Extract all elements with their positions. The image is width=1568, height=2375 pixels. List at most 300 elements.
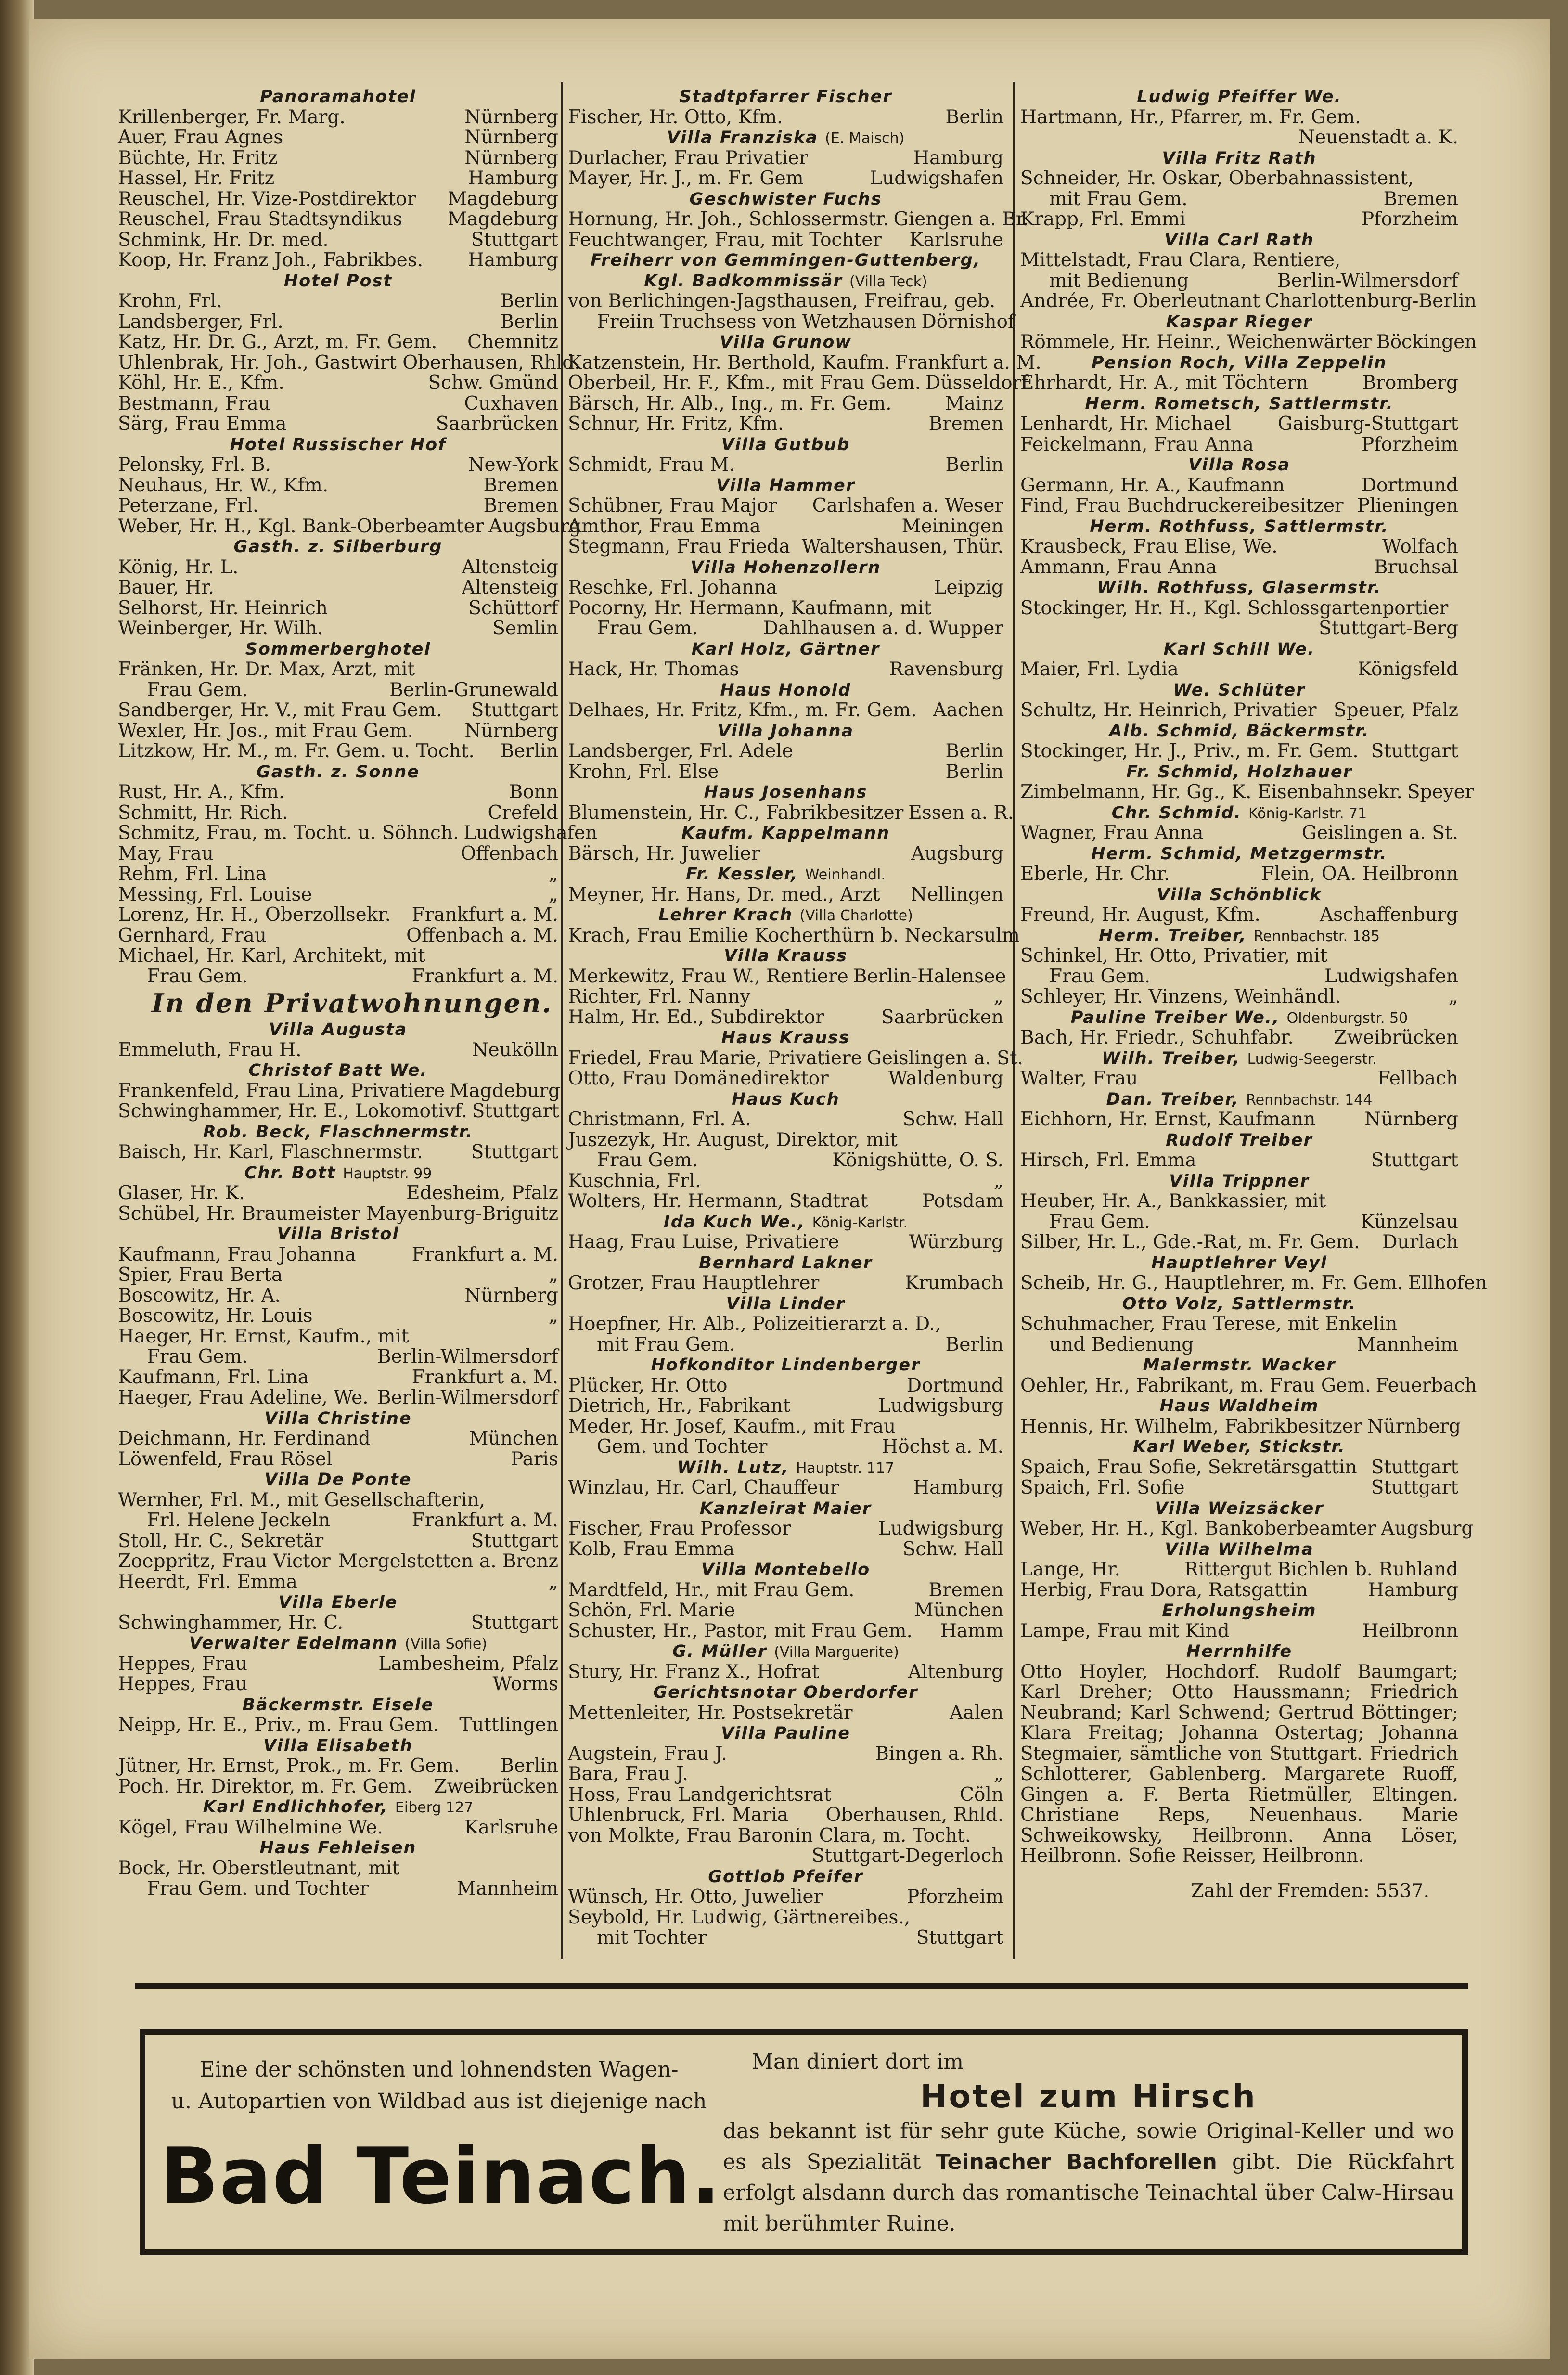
guest-name: Römmele, Hr. Heinr., Weichenwärter: [1020, 331, 1372, 353]
section-heading-text: Pauline Treiber We.,: [1070, 1007, 1280, 1027]
guest-hometown: Charlottenburg-Berlin: [1265, 290, 1477, 312]
guest-list-column-3: [1020, 87, 1487, 1902]
guest-entry: [1020, 557, 1458, 578]
guest-name: Frau Gem.: [147, 965, 248, 987]
guest-name: Schinkel, Hr. Otto, Privatier, mit: [1020, 945, 1328, 967]
guest-entry: [1020, 435, 1458, 455]
section-heading: [1020, 1171, 1458, 1192]
section-heading-text: Bäckermstr. Eisele: [242, 1695, 434, 1715]
guest-hometown: Magdeburg: [448, 188, 558, 210]
section-heading-address: Rennbachstr. 144: [1246, 1091, 1373, 1109]
guest-entry: [118, 1490, 558, 1511]
guest-name: Schuhmacher, Frau Terese, mit Enkelin: [1020, 1313, 1398, 1335]
guest-hometown: [1453, 598, 1458, 619]
section-heading-text: Villa Hammer: [716, 476, 856, 495]
guest-hometown: New-York: [468, 454, 558, 476]
section-heading-text: Haus Krauss: [721, 1028, 850, 1047]
guest-name: Halm, Hr. Ed., Subdirektor: [568, 1006, 824, 1028]
guest-hometown: Meiningen: [901, 515, 1003, 537]
guest-entry: [1020, 1580, 1458, 1601]
section-heading-text: Villa Christine: [264, 1408, 412, 1428]
guest-name: Wolters, Hr. Hermann, Stadtrat: [568, 1190, 868, 1212]
section-heading: [568, 332, 1003, 353]
guest-name: Landsberger, Frl. Adele: [568, 740, 793, 762]
guest-hometown: Ravensburg: [889, 658, 1003, 680]
guest-name: Spaich, Frl. Sofie: [1020, 1477, 1185, 1498]
ad-specialty: Teinacher Bachforellen: [936, 2150, 1217, 2174]
guest-entry: [568, 1539, 1003, 1560]
guest-name: Schwinghammer, Hr. E., Lokomotivf.: [118, 1100, 467, 1122]
section-heading-text: Hotel Post: [283, 271, 393, 291]
guest-entry: [1020, 864, 1458, 885]
guest-hometown: [1453, 946, 1458, 967]
section-heading-text: Verwalter Edelmann: [189, 1634, 398, 1653]
guest-name: Bestmann, Frau: [118, 392, 270, 414]
section-heading: [568, 721, 1003, 742]
section-heading: [118, 1163, 558, 1184]
guest-name: Ammann, Frau Anna: [1020, 556, 1217, 578]
section-heading-text: Fr. Schmid, Holzhauer: [1126, 762, 1352, 782]
guest-entry: [1020, 1518, 1474, 1539]
guest-name: Herbig, Frau Dora, Ratsgattin: [1020, 1579, 1308, 1601]
guest-hometown: [1453, 107, 1458, 128]
guest-name: Mettenleiter, Hr. Postsekretär: [568, 1702, 853, 1724]
guest-name: Schwinghammer, Hr. C.: [118, 1612, 344, 1634]
guest-name: Schübner, Frau Major: [568, 495, 777, 516]
guest-name: Mittelstadt, Frau Clara, Rentiere,: [1020, 249, 1341, 271]
guest-entry: [118, 1715, 558, 1736]
guest-hometown: Stuttgart: [916, 1927, 1003, 1949]
section-heading-address: (Villa Sofie): [405, 1636, 488, 1652]
guest-entry: [118, 107, 558, 128]
guest-name: Schmitz, Frau, m. Tocht. u. Söhnch.: [118, 822, 459, 844]
guest-entry: [118, 905, 558, 926]
guest-name: Oberbeil, Hr. F., Kfm., mit Frau Gem.: [568, 372, 921, 394]
guest-name: Bärsch, Hr. Alb., Ing., m. Fr. Gem.: [568, 392, 892, 414]
guest-name: Litzkow, Hr. M., m. Fr. Gem. u. Tocht.: [118, 740, 475, 762]
guest-hometown: Frankfurt a. M.: [411, 965, 558, 987]
guest-entry: [1020, 1415, 1461, 1437]
guest-hometown: Nürnberg: [464, 106, 558, 128]
guest-name: Haag, Frau Luise, Privatiere: [568, 1231, 839, 1253]
guest-name: Boscowitz, Hr. Louis: [118, 1305, 313, 1327]
guest-name: Schultz, Hr. Heinrich, Privatier: [1020, 699, 1317, 721]
guest-name: Krach, Frau Emilie Kocherthürn b. Neckarsulm: [568, 924, 1020, 946]
section-heading: [1020, 680, 1458, 701]
guest-entry: [118, 926, 558, 946]
guest-entry: [1020, 967, 1458, 987]
section-heading: [1020, 1253, 1458, 1274]
guest-hometown: „: [548, 1305, 558, 1327]
section-heading-text: Villa Bristol: [277, 1225, 399, 1244]
guest-entry: [568, 885, 1003, 905]
guest-name: Maier, Frl. Lydia: [1020, 658, 1179, 680]
guest-entry: [118, 741, 558, 762]
guest-name: Stockinger, Hr. H., Kgl. Schlossgartenportier: [1020, 597, 1449, 619]
guest-entry: [1020, 537, 1458, 557]
guest-entry: [118, 128, 558, 148]
guest-entry: [118, 659, 558, 680]
guest-hometown: Berlin-Halensee: [853, 965, 1006, 987]
guest-hometown: Berlin: [500, 310, 558, 333]
guest-hometown: Essen a. R.: [908, 801, 1014, 824]
guest-entry: [118, 291, 558, 312]
guest-name: Rust, Hr. A., Kfm.: [118, 781, 285, 803]
guest-name: Neipp, Hr. E., Priv., m. Frau Gem.: [118, 1714, 439, 1736]
section-heading-text: Herm. Rometsch, Sattlermstr.: [1085, 394, 1394, 413]
guest-name: Schneider, Hr. Oskar, Oberbahnassistent,: [1020, 168, 1414, 189]
guest-name: von Berlichingen-Jagsthausen, Freifrau, geb.: [568, 290, 996, 312]
section-heading-text: Christof Batt We.: [248, 1061, 428, 1080]
guest-entry: [568, 1928, 1003, 1949]
guest-hometown: Frankfurt a. M.: [895, 351, 1041, 374]
guest-hometown: Berlin: [945, 1333, 1003, 1355]
guest-entry: [568, 496, 1003, 516]
guest-entry: [1020, 619, 1458, 639]
guest-hometown: Hamm: [940, 1620, 1003, 1642]
section-heading: [568, 946, 1003, 967]
guest-entry: [568, 1110, 1003, 1130]
guest-hometown: Flein, OA. Heilbronn: [1261, 863, 1458, 885]
guest-name: Spaich, Frau Sofie, Sekretärsgattin: [1020, 1456, 1357, 1478]
guest-name: Fischer, Hr. Otto, Kfm.: [568, 106, 783, 128]
guest-name: Weber, Hr. H., Kgl. Bankoberbeamter: [1020, 1518, 1376, 1539]
guest-entry: [568, 1171, 1003, 1192]
section-heading-text: Ludwig Pfeiffer We.: [1137, 87, 1342, 106]
guest-hometown: Paris: [511, 1448, 558, 1470]
guest-entry: [118, 1306, 558, 1327]
guest-name: Schmink, Hr. Dr. med.: [118, 229, 329, 251]
guest-hometown: Frankfurt a. M.: [411, 1366, 558, 1388]
section-heading-address: Rennbachstr. 185: [1253, 928, 1380, 945]
guest-entry: [1020, 209, 1458, 230]
guest-hometown: Bonn: [509, 781, 558, 803]
guest-hometown: Dahlhausen a. d. Wupper: [763, 618, 1003, 639]
guest-entry: [118, 1572, 558, 1593]
guest-hometown: Stuttgart: [471, 699, 558, 721]
guest-name: Find, Frau Buchdruckereibesitzer: [1020, 495, 1344, 516]
guest-hometown: Mayenburg-Briguitz: [366, 1202, 558, 1225]
section-heading-text: Kgl. Badkommissär: [644, 271, 843, 291]
guest-hometown: Stuttgart: [1371, 1477, 1458, 1498]
guest-name: Kaufmann, Frau Johanna: [118, 1243, 356, 1265]
guest-hometown: Mergelstetten a. Brenz: [338, 1550, 558, 1572]
section-heading-address: König-Karlstr. 71: [1248, 805, 1367, 822]
guest-name: Krapp, Frl. Emmi: [1020, 208, 1186, 230]
guest-name: und Bedienung: [1049, 1333, 1194, 1355]
guest-entry: [1020, 189, 1458, 210]
section-heading: [1020, 148, 1458, 169]
section-heading: [1020, 1089, 1458, 1110]
section-heading-text: Dan. Treiber,: [1106, 1089, 1239, 1109]
guest-name: Wernher, Frl. M., mit Gesellschafterin,: [118, 1489, 486, 1511]
section-heading: [568, 476, 1003, 496]
guest-entry: [118, 1080, 561, 1102]
guest-hometown: Berlin-Grunewald: [389, 679, 558, 701]
guest-hometown: Schüttorf: [468, 597, 558, 619]
guest-name: Frau Gem.: [597, 618, 698, 639]
section-heading: [118, 639, 558, 660]
guest-name: Schön, Frl. Marie: [568, 1600, 735, 1621]
section-heading: [118, 1592, 558, 1613]
guest-name: Peterzane, Frl.: [118, 495, 259, 516]
section-heading-text: Haus Kuch: [732, 1089, 840, 1109]
guest-entry: [568, 598, 1003, 619]
guest-entry: [118, 680, 558, 701]
guest-hometown: Berlin: [945, 740, 1003, 762]
guest-name: Stury, Hr. Franz X., Hofrat: [568, 1661, 820, 1683]
guest-hometown: Augsburg: [488, 515, 581, 537]
guest-hometown: „: [1448, 986, 1458, 1007]
guest-hometown: Wolfach: [1382, 536, 1458, 557]
guest-entry: [118, 1368, 558, 1388]
guest-entry: [118, 1265, 558, 1286]
guest-name: Koop, Hr. Franz Joh., Fabrikbes.: [118, 249, 424, 271]
guest-name: Richter, Frl. Nanny: [568, 986, 751, 1007]
guest-entry: [118, 864, 558, 885]
guest-name: Haeger, Frau Adeline, We.: [118, 1387, 369, 1408]
guest-entry: [1020, 1560, 1458, 1580]
guest-hometown: Nürnberg: [1364, 1109, 1458, 1130]
guest-hometown: Nürnberg: [1367, 1415, 1461, 1437]
guest-hometown: [553, 659, 558, 680]
guest-name: Haeger, Hr. Ernst, Kaufm., mit: [118, 1325, 409, 1347]
guest-entry: [568, 1191, 1003, 1212]
guest-entry: [118, 1859, 558, 1879]
guest-entry: [568, 372, 1028, 394]
guest-entry: [118, 394, 558, 414]
guest-hometown: Böckingen: [1376, 331, 1477, 353]
guest-entry: [118, 414, 558, 435]
section-heading: [118, 1797, 558, 1818]
section-heading-address: (Villa Charlotte): [799, 907, 913, 924]
guest-name: Gem. und Tochter: [597, 1436, 768, 1458]
guest-name: Hassel, Hr. Fritz: [118, 168, 275, 189]
section-heading-text: Ida Kuch We.,: [663, 1212, 806, 1232]
guest-name: Hartmann, Hr., Pfarrer, m. Fr. Gem.: [1020, 106, 1361, 128]
section-heading: [1020, 394, 1458, 414]
guest-hometown: Fellbach: [1377, 1068, 1458, 1089]
section-heading: [1020, 762, 1458, 783]
guest-entry: [568, 1007, 1003, 1028]
guest-entry: [1020, 946, 1458, 967]
guest-entry: [118, 515, 581, 537]
guest-name: Hennis, Hr. Wilhelm, Fabrikbesitzer: [1020, 1415, 1362, 1437]
ad-left-line: Eine der schönsten und lohnendsten Wagen-: [199, 2057, 679, 2082]
section-heading-text: Villa Hohenzollern: [690, 557, 881, 577]
guest-name: Dietrich, Hr., Fabrikant: [568, 1395, 791, 1417]
guest-hometown: [999, 291, 1003, 312]
guest-hometown: Stuttgart: [1371, 1456, 1458, 1478]
section-heading: [1020, 803, 1458, 824]
guest-hometown: Hamburg: [913, 1477, 1003, 1498]
section-heading-text: Pension Roch, Villa Zeppelin: [1092, 353, 1387, 373]
guest-hometown: Offenbach: [460, 842, 558, 865]
guest-entry: [118, 1674, 558, 1695]
section-heading-text: Wilh. Lutz,: [677, 1458, 789, 1477]
section-heading-text: Wilh. Rothfuss, Glasermstr.: [1097, 578, 1382, 597]
guest-hometown: Lambesheim, Pfalz: [378, 1652, 558, 1675]
guest-name: Schleyer, Hr. Vinzens, Weinhändl.: [1020, 986, 1341, 1007]
guest-name: Heerdt, Frl. Emma: [118, 1571, 297, 1593]
section-heading: [1020, 1294, 1458, 1315]
guest-hometown: Hamburg: [1368, 1579, 1458, 1601]
section-heading-text: Villa De Ponte: [264, 1470, 412, 1489]
guest-entry: [118, 700, 558, 721]
section-heading-text: Herrnhilfe: [1186, 1642, 1293, 1661]
guest-entry: [568, 1150, 1003, 1171]
guest-name: Schnur, Hr. Fritz, Kfm.: [568, 413, 784, 435]
guest-hometown: [1453, 168, 1458, 189]
guest-name: Wünsch, Hr. Otto, Juwelier: [568, 1886, 823, 1908]
guest-name: Weber, Hr. H., Kgl. Bank-Oberbeamter: [118, 515, 484, 537]
guest-hometown: Gaisburg-Stuttgart: [1277, 413, 1458, 435]
guest-name: Krohn, Frl. Else: [568, 761, 719, 783]
guest-hometown: [553, 1490, 558, 1511]
guest-entry: [1020, 1621, 1458, 1642]
guest-hometown: Neuenstadt a. K.: [1298, 127, 1458, 148]
guest-entry: [568, 1047, 1023, 1069]
section-heading: [118, 537, 558, 557]
guest-name: Schübel, Hr. Braumeister: [118, 1202, 360, 1225]
guest-entry: [568, 1744, 1003, 1765]
guest-entry: [568, 987, 1003, 1007]
guest-hometown: Berlin: [500, 740, 558, 762]
guest-name: Seybold, Hr. Ludwig, Gärtnereibes.,: [568, 1906, 911, 1928]
guest-hometown: Pforzheim: [1362, 208, 1458, 230]
guest-hometown: Heilbronn: [1362, 1620, 1458, 1642]
guest-hometown: Worms: [492, 1673, 558, 1695]
section-heading: [568, 680, 1003, 701]
ad-intro: Man diniert dort im: [751, 2050, 964, 2074]
guest-hometown: Ludwigsburg: [878, 1518, 1003, 1539]
guest-name: Durlacher, Frau Privatier: [568, 147, 808, 169]
guest-name: Stegmann, Frau Frieda: [568, 536, 790, 557]
guest-name: Lenhardt, Hr. Michael: [1020, 413, 1231, 435]
guest-entry: [1020, 1478, 1458, 1498]
section-heading-text: Otto Volz, Sattlermstr.: [1122, 1294, 1357, 1314]
section-heading-text: G. Müller: [672, 1642, 768, 1661]
ad-left-line: u. Autopartien von Wildbad aus ist diejenige nach: [171, 2089, 707, 2114]
guest-entry: [1020, 1314, 1458, 1335]
guest-hometown: Schw. Hall: [902, 1109, 1003, 1130]
section-heading: [568, 823, 1003, 844]
guest-hometown: Frankfurt a. M.: [411, 1510, 558, 1531]
guest-hometown: Schw. Hall: [902, 1538, 1003, 1560]
guest-entry: [1020, 1458, 1458, 1478]
section-heading-address: (Villa Teck): [849, 273, 927, 290]
section-heading: [568, 189, 1003, 210]
section-heading-text: Villa Montebello: [701, 1560, 871, 1579]
guest-hometown: Altensteig: [462, 577, 558, 598]
guest-entry: [568, 619, 1003, 639]
guest-hometown: Bingen a. Rh.: [875, 1743, 1003, 1765]
guest-name: Friedel, Frau Marie, Privatiere: [568, 1047, 862, 1069]
guest-entry: [118, 1183, 558, 1204]
guest-entry: [118, 822, 598, 844]
guest-name: Uhlenbrak, Hr. Joh., Gastwirt Oberhausen, Rhld.: [118, 351, 580, 374]
guest-name: Weinberger, Hr. Wilh.: [118, 618, 323, 639]
guest-hometown: [553, 1327, 558, 1347]
guest-entry: [568, 516, 1003, 537]
guest-entry: [118, 455, 558, 476]
guest-name: Lange, Hr.: [1020, 1559, 1120, 1580]
guest-name: Feickelmann, Frau Anna: [1020, 433, 1254, 455]
guest-name: Pocorny, Hr. Hermann, Kaufmann, mit: [568, 597, 932, 619]
guest-entry: [568, 700, 1003, 721]
guest-name: Bärsch, Hr. Juwelier: [568, 842, 760, 865]
guest-entry: [118, 619, 558, 639]
guest-name: Poch. Hr. Direktor, m. Fr. Gem.: [118, 1775, 413, 1797]
guest-hometown: „: [548, 863, 558, 885]
guest-hometown: „: [993, 1763, 1003, 1785]
guest-entry: [118, 967, 558, 987]
guest-hometown: Giengen a. Br.: [893, 208, 1029, 230]
section-heading: [1020, 844, 1458, 865]
guest-entry: [568, 107, 1003, 128]
guest-hometown: Karlsruhe: [909, 229, 1003, 251]
guest-name: Lorenz, Hr. H., Oberzollsekr.: [118, 904, 391, 926]
guest-entry: [568, 924, 1020, 946]
guest-hometown: Zweibrücken: [1334, 1027, 1458, 1048]
guest-name: Köhl, Hr. E., Kfm.: [118, 372, 284, 394]
guest-name: mit Frau Gem.: [1049, 188, 1188, 210]
section-heading-text: Villa Weizsäcker: [1155, 1498, 1324, 1518]
guest-hometown: Berlin: [500, 1755, 558, 1777]
guest-hometown: Frankfurt a. M.: [411, 904, 558, 926]
guest-hometown: Rittergut Bichlen b. Ruhland: [1184, 1559, 1458, 1580]
guest-hometown: Speyer: [1407, 781, 1474, 803]
guest-name: Uhlenbruck, Frl. Maria: [568, 1804, 789, 1826]
section-heading: [568, 905, 1003, 926]
section-heading-text: Villa Linder: [726, 1294, 846, 1314]
guest-hometown: Stuttgart-Degerloch: [811, 1845, 1003, 1867]
guest-entry: [118, 250, 558, 271]
guest-entry: [1020, 823, 1458, 844]
guest-hometown: Mainz: [945, 392, 1003, 414]
guest-entry: [1020, 1212, 1458, 1233]
guest-name: Rehm, Frl. Lina: [118, 863, 267, 885]
guest-name: Stoll, Hr. C., Sekretär: [118, 1530, 324, 1552]
guest-hometown: Plieningen: [1357, 495, 1458, 516]
guest-name: Kuschnia, Frl.: [568, 1170, 701, 1192]
section-heading-text: Alb. Schmid, Bäckermstr.: [1109, 721, 1370, 741]
guest-name: Frau Gem.: [1049, 965, 1151, 987]
guest-name: Kögel, Frau Wilhelmine We.: [118, 1816, 383, 1838]
guest-entry: [1020, 290, 1477, 312]
section-heading-text: Villa Wilhelma: [1165, 1539, 1314, 1559]
guest-entry: [568, 1376, 1003, 1396]
guest-entry: [1020, 373, 1458, 394]
section-heading-address: Oldenburgstr. 50: [1286, 1009, 1408, 1027]
guest-hometown: Königsfeld: [1357, 658, 1458, 680]
guest-hometown: Dörnishof: [921, 310, 1015, 333]
section-heading-text: Villa Pauline: [721, 1724, 850, 1743]
section-heading-text: Gerichtsnotar Oberdorfer: [653, 1683, 918, 1702]
section-heading: [568, 250, 1003, 271]
guest-hometown: Berlin: [945, 106, 1003, 128]
guest-entry: [118, 1449, 558, 1470]
section-heading-text: Stadtpfarrer Fischer: [679, 87, 892, 106]
guest-hometown: Berlin: [500, 290, 558, 312]
section-heading-text: Fr. Kessler,: [686, 865, 798, 884]
guest-entry: [568, 168, 1003, 189]
guest-name: Gernhard, Frau: [118, 924, 267, 946]
section-heading-text: Kanzleirat Maier: [700, 1498, 872, 1518]
guest-entry: [1020, 1272, 1487, 1294]
guest-name: Schuster, Hr., Pastor, mit Frau Gem.: [568, 1620, 913, 1642]
section-heading: [568, 1355, 1003, 1376]
